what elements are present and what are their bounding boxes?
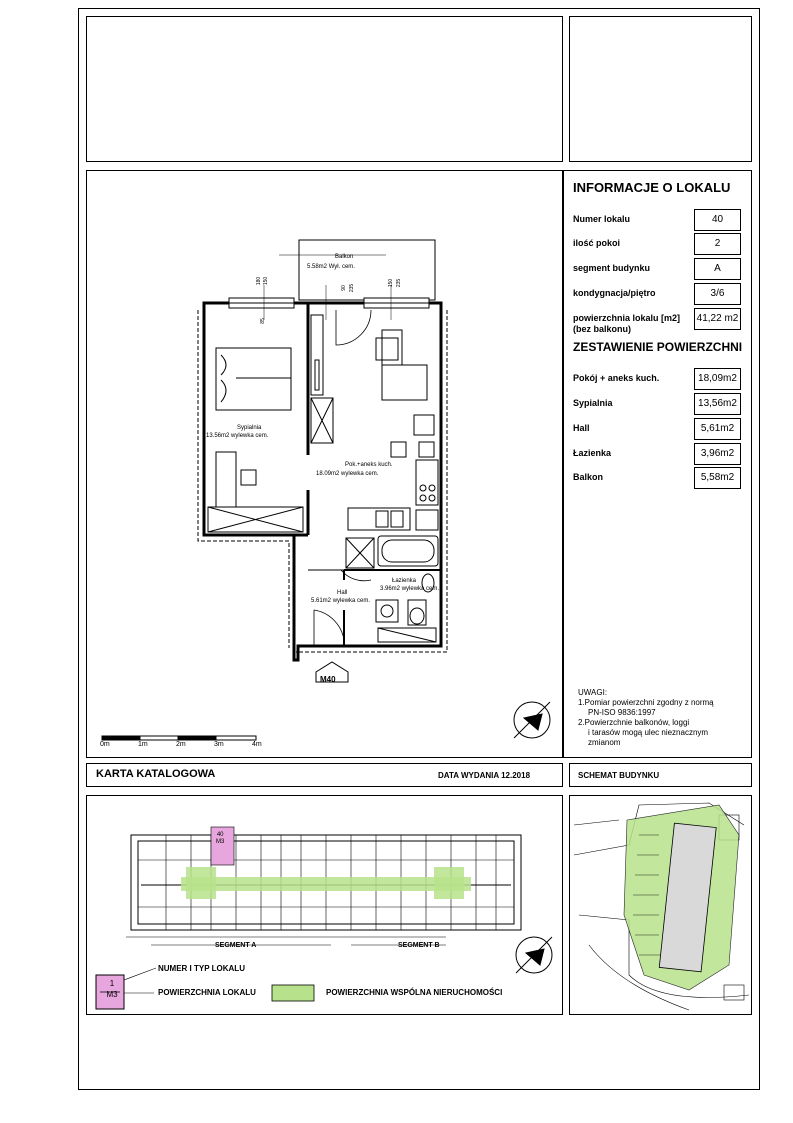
unit-label-building: 40 M3	[216, 832, 225, 845]
scale-3: 3m	[214, 741, 224, 748]
desk	[216, 452, 236, 507]
notes-line2: 2.Powierzchnie balkonów, loggi	[578, 718, 690, 727]
area-value-bathroom: 3,96m2	[694, 443, 741, 465]
north-arrow-building	[516, 937, 552, 973]
hall-area: 5.61m2 wylewka cem.	[311, 598, 371, 604]
bedroom-area: 13.56m2 wylewka cem.	[206, 433, 269, 439]
dim-3: 85	[259, 318, 266, 324]
scale-bar	[102, 736, 256, 740]
building-plan	[86, 795, 563, 1015]
living-area: 18.09m2 wylewka cem.	[316, 471, 379, 477]
north-arrow-plan	[514, 702, 550, 738]
notes-line1: 1.Pomiar powierzchni zgodny z normą	[578, 698, 714, 707]
dim-7: 235	[396, 278, 403, 288]
dim-1: 180	[256, 276, 263, 286]
washing-machine	[376, 600, 398, 622]
area-label-balcony: Balkon	[573, 472, 604, 482]
area-label-living: Pokój + aneks kuch.	[573, 373, 660, 383]
top-left-box	[86, 16, 563, 162]
info-label-floor: kondygnacja/piętro	[573, 288, 656, 298]
info-value-segment: A	[694, 258, 741, 280]
entry-door-arc	[314, 610, 344, 646]
info-label-rooms: ilość pokoi	[573, 238, 621, 248]
legend-common-area: POWIERZCHNIA WSPÓLNA NIERUCHOMOŚCI	[326, 988, 503, 997]
notes-line2b: i tarasów mogą ulec nieznacznym	[588, 728, 709, 737]
area-value-hall: 5,61m2	[694, 418, 741, 440]
scale-1: 1m	[138, 741, 148, 748]
notes-title: UWAGI:	[578, 688, 608, 697]
common-area-corridor	[181, 877, 471, 891]
door-arc	[336, 310, 371, 345]
info-title: INFORMACJE O LOKALU	[573, 180, 731, 195]
area-value-bedroom: 13,56m2	[694, 393, 741, 415]
dim-2: 150	[263, 276, 270, 286]
legend-number-type: NUMER I TYP LOKALU	[158, 964, 245, 973]
bathroom-label: Łazienka	[392, 578, 417, 584]
info-label-segment: segment budynku	[573, 263, 651, 273]
notes-block	[578, 688, 748, 748]
hall-label: Hall	[337, 590, 348, 596]
info-value-floor: 3/6	[694, 283, 741, 305]
balcony-area: 5.58m2 Wył. cem.	[307, 264, 355, 270]
floor-plan	[86, 170, 563, 758]
area-label-hall: Hall	[573, 423, 590, 433]
info-value-area: 41,22 m2	[694, 308, 741, 330]
dim-5: 235	[349, 283, 356, 293]
area-value-balcony: 5,58m2	[694, 467, 741, 489]
scale-4: 4m	[252, 741, 262, 748]
info-label-area: powierzchnia lokalu [m2]	[573, 313, 681, 323]
notes-line2c: zmianom	[588, 738, 621, 747]
balcony-label: Balkon	[335, 254, 354, 260]
dim-6: 150	[388, 278, 395, 288]
dim-4: 90	[340, 285, 347, 291]
top-right-box	[569, 16, 752, 162]
notes-line1b: PN-ISO 9836:1997	[588, 708, 656, 717]
info-value-number: 40	[694, 209, 741, 231]
info-value-rooms: 2	[694, 233, 741, 255]
living-label: Pok.+aneks kuch.	[345, 462, 393, 468]
site-schema	[569, 795, 752, 1015]
area-label-bedroom: Sypialnia	[573, 398, 613, 408]
sofa	[382, 365, 427, 400]
bathroom-area: 3.96m2 wylewka cem.	[380, 586, 440, 592]
dining-table	[414, 415, 434, 435]
legend-common-swatch	[272, 985, 314, 1001]
segment-a-label: SEGMENT A	[215, 942, 257, 949]
bedroom-label: Sypialnia	[237, 425, 262, 431]
area-label-bathroom: Łazienka	[573, 448, 612, 458]
scale-0: 0m	[100, 741, 110, 748]
area-value-living: 18,09m2	[694, 368, 741, 390]
legend-unit-area: POWIERZCHNIA LOKALU	[158, 988, 256, 997]
scale-2: 2m	[176, 741, 186, 748]
info-label-number: Numer lokalu	[573, 214, 631, 224]
card-title: KARTA KATALOGOWA	[96, 768, 216, 780]
segment-b-label: SEGMENT B	[398, 942, 440, 949]
bed	[216, 348, 291, 410]
areas-title: ZESTAWIENIE POWIERZCHNI	[573, 340, 743, 354]
schema-title: SCHEMAT BUDYNKU	[578, 771, 660, 780]
legend-unit-number: 1 M3	[106, 979, 118, 999]
info-label-area-sub: (bez balkonu)	[573, 324, 631, 334]
issue-date: DATA WYDANIA 12.2018	[438, 771, 531, 780]
armchair	[376, 338, 398, 360]
unit-tag: M40	[320, 675, 336, 684]
